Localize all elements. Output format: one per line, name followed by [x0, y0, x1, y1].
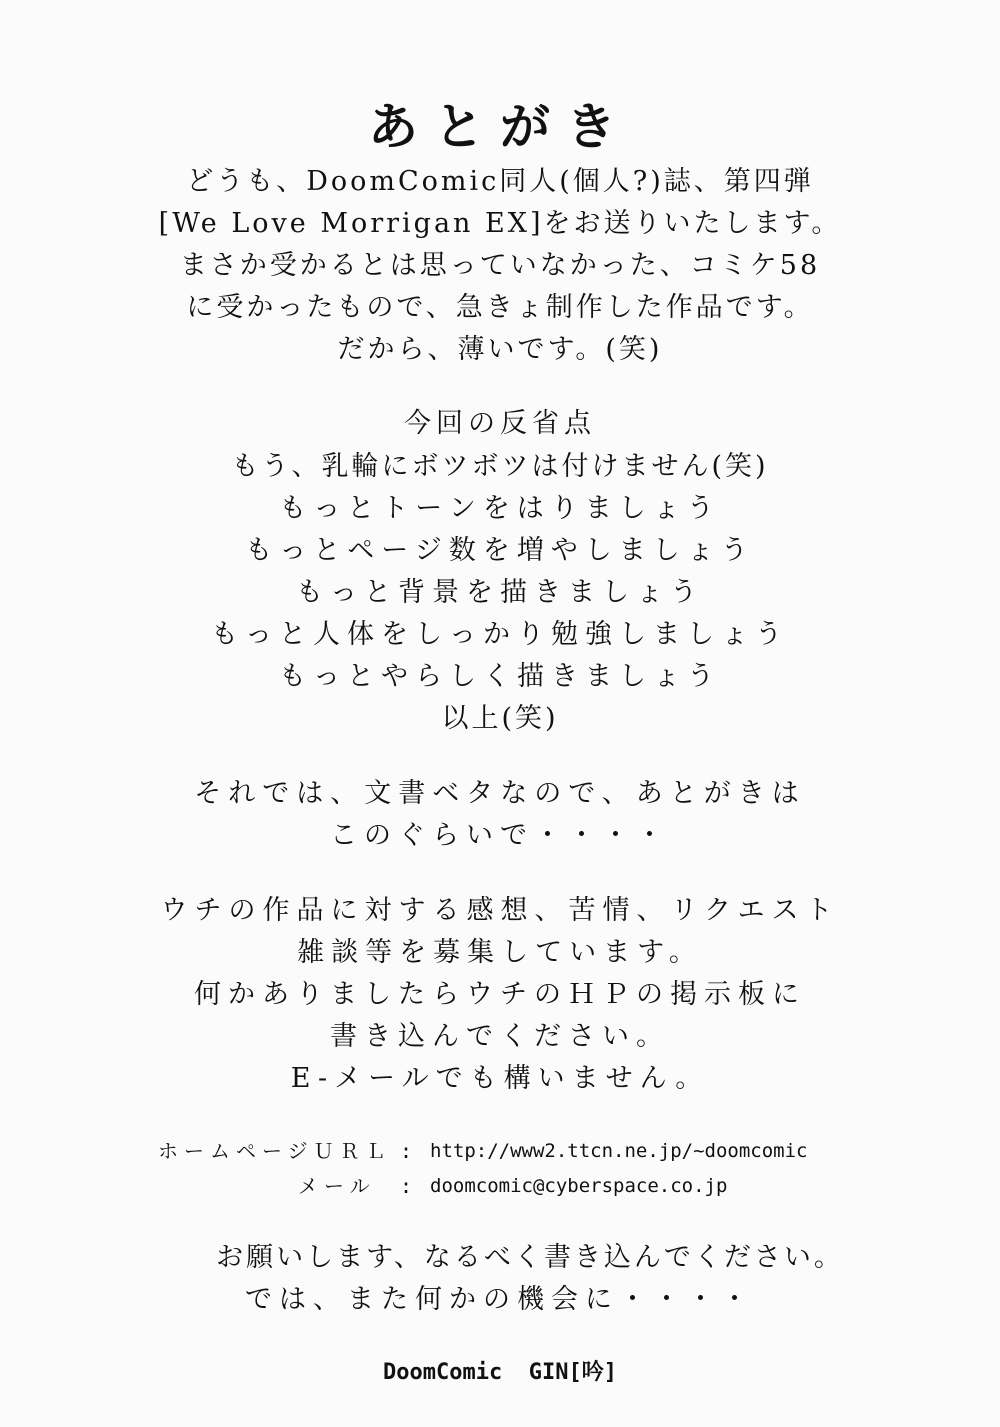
mail-label: メール [298, 1174, 376, 1198]
reflection-item: もっとページ数を増やしましょう [245, 535, 755, 566]
mail-address: doomcomic@cyberspace.co.jp [430, 1175, 728, 1197]
request-line: E-メールでも構いません。 [290, 1063, 710, 1094]
intro-line: に受かったもので、急きょ制作した作品です。 [186, 292, 814, 323]
afterword-title: あとがき [368, 97, 632, 156]
request-line: 書き込んでください。 [330, 1021, 670, 1052]
request-line: 雑談等を募集しています。 [297, 937, 703, 968]
mail-separator: : [400, 1174, 413, 1198]
homepage-row [0, 1136, 1000, 1166]
intro-line: [We Love Morrigan EX]をお送りいたします。 [158, 208, 842, 239]
request-line: 何かありましたらウチのＨＰの掲示板に [194, 979, 806, 1010]
homepage-label: ホームページＵＲＬ [158, 1139, 392, 1163]
intro-line: まさか受かるとは思っていなかった、コミケ58 [179, 250, 821, 281]
farewell-line: お願いします、なるべく書き込んでください。 [216, 1242, 844, 1273]
author-signature: DoomComic GIN[吟] [383, 1360, 617, 1385]
intro-line: だから、薄いです。(笑) [337, 334, 663, 365]
reflection-heading: 今回の反省点 [404, 408, 596, 439]
closing-line: このぐらいで・・・・ [330, 820, 670, 851]
request-line: ウチの作品に対する感想、苦情、リクエスト [160, 895, 840, 926]
reflection-item: 以上(笑) [441, 703, 559, 734]
mail-row [0, 1171, 1000, 1201]
homepage-separator: : [400, 1139, 413, 1163]
farewell-line: では、また何かの機会に・・・・ [245, 1284, 755, 1315]
homepage-url: http://www2.ttcn.ne.jp/~doomcomic [430, 1140, 808, 1162]
intro-line: どうも、DoomComic同人(個人?)誌、第四弾 [186, 166, 814, 197]
reflection-item: もう、乳輪にボツボツは付けません(笑) [231, 451, 769, 482]
reflection-item: もっとやらしく描きましょう [279, 661, 721, 692]
reflection-item: もっとトーンをはりましょう [279, 493, 721, 524]
closing-line: それでは、文書ベタなので、あとがきは [194, 778, 806, 809]
reflection-item: もっと人体をしっかり勉強しましょう [211, 619, 789, 650]
reflection-item: もっと背景を描きましょう [296, 577, 704, 608]
